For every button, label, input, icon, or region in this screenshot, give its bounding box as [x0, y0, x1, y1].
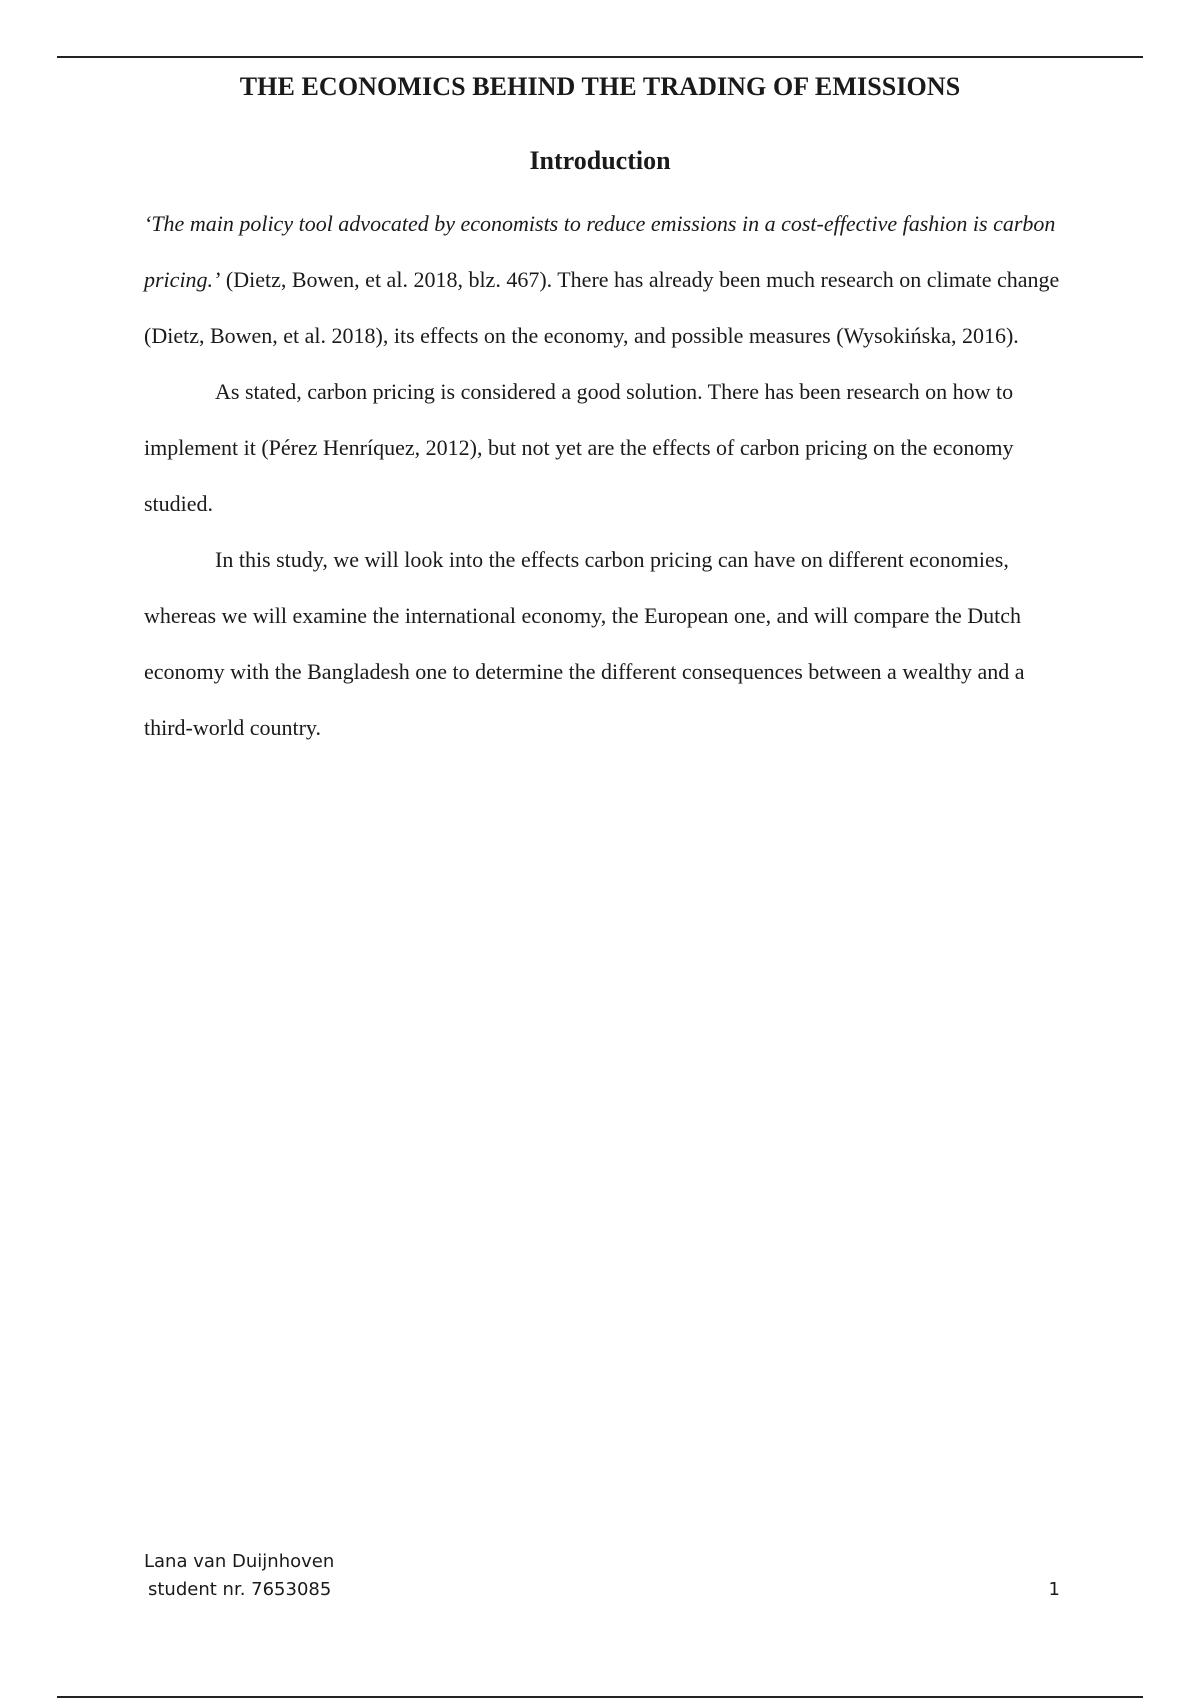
paragraph-1 [144, 196, 1064, 364]
footer-author: Lana van Duijnhoven [144, 1551, 335, 1572]
paragraph-2: As stated, carbon pricing is considered a good solution. There has been research on how to implement it (Pérez Henríquez, 2012), but not yet are the effects of carbon pricing on the economy studied. [144, 379, 1014, 516]
footer-student-number: student nr. 7653085 [148, 1579, 332, 1600]
opening-quote: ‘The main policy tool advocated by economists to reduce emissions in a cost-effective fashion is carbon pricing.’ [144, 211, 1056, 292]
page-number: 1 [1048, 1579, 1060, 1600]
document-body [144, 196, 1064, 756]
footer-rule [57, 1696, 1143, 1698]
document-title: THE ECONOMICS BEHIND THE TRADING OF EMISSIONS [239, 72, 961, 101]
section-heading: Introduction [529, 146, 671, 175]
header-rule [57, 56, 1143, 58]
paragraph-3: In this study, we will look into the effects carbon pricing can have on different economies, whereas we will examine the international economy, the European one, and will compare the Dutch economy with the Bangladesh one to determine the different consequences between a wealthy and a third-world country. [144, 547, 1025, 740]
paragraph-1-text: (Dietz, Bowen, et al. 2018, blz. 467). There has already been much research on climate change (Dietz, Bowen, et al. 2018), its effects on the economy, and possible measures (Wysokińska, 2016). [144, 267, 1060, 348]
